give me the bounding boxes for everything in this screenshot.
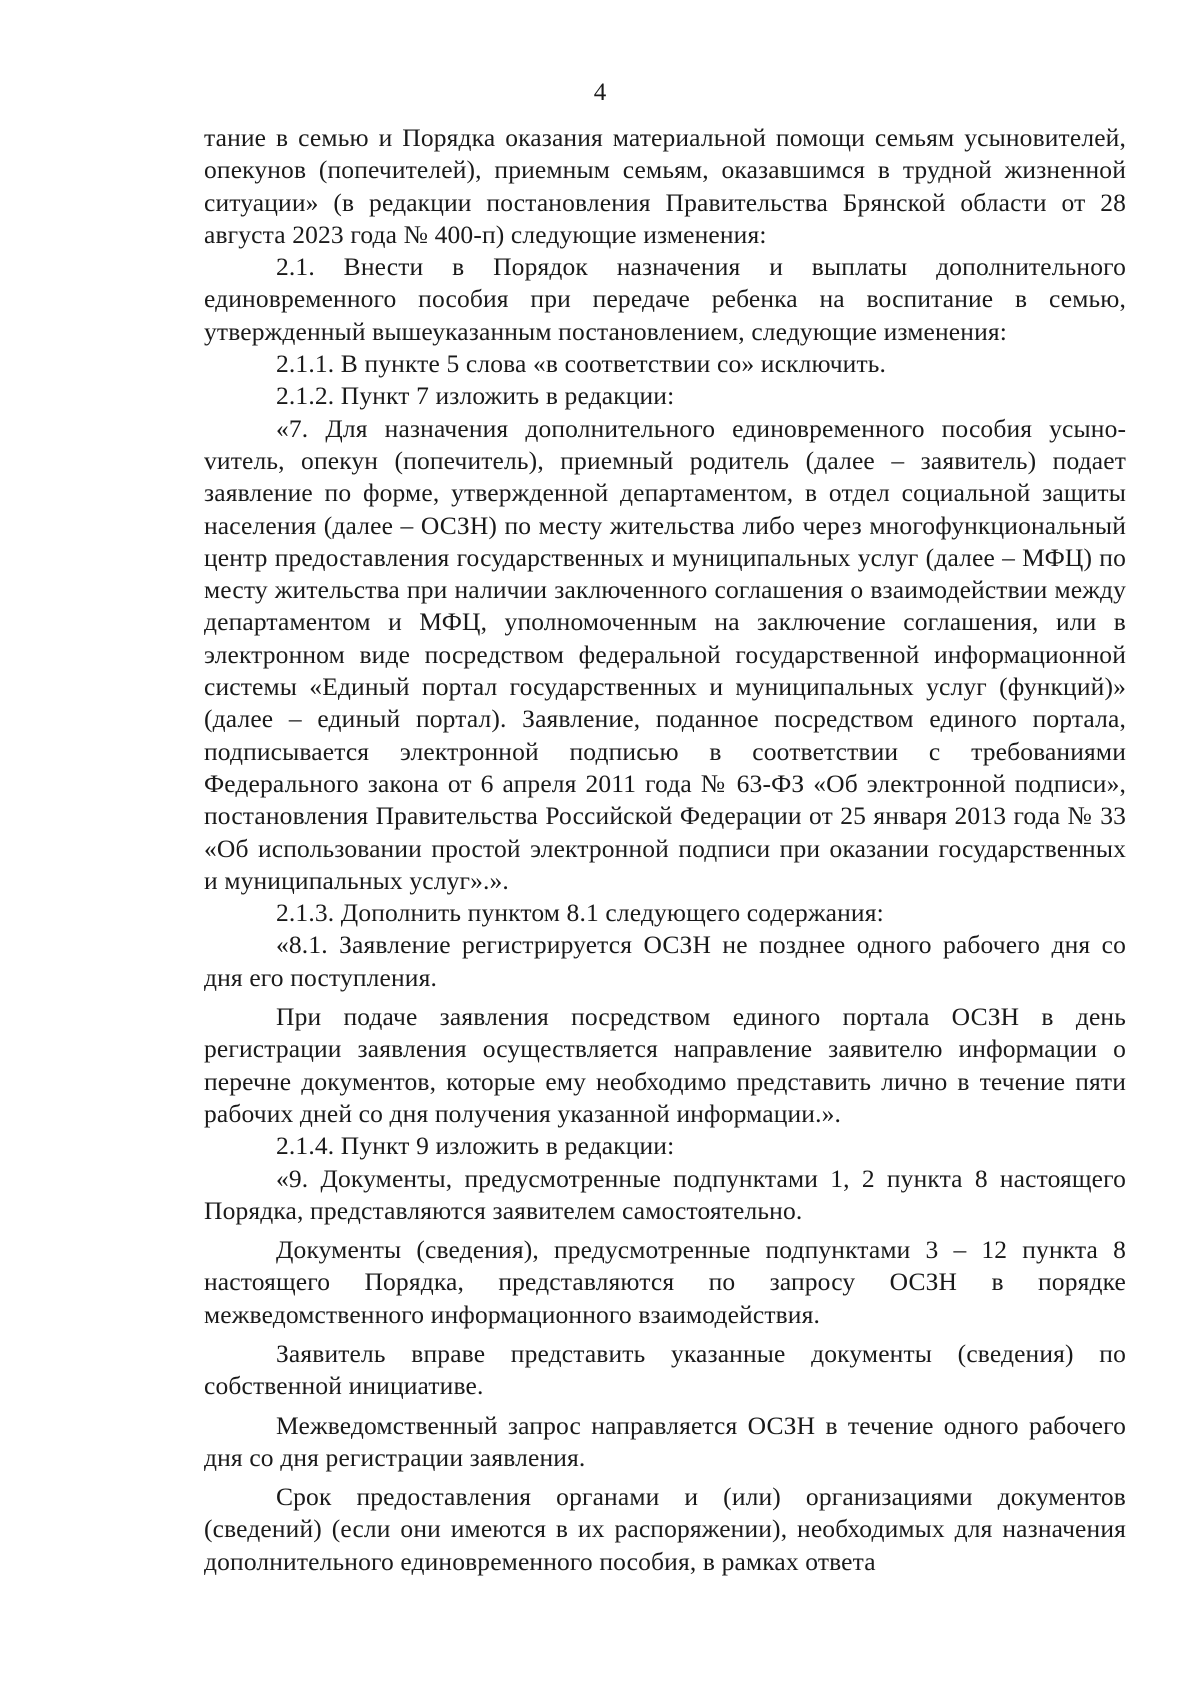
paragraph-item-8-1: «8.1. Заявление регистрируется ОСЗН не позднее одного рабочего дня со дня его поступления. — [204, 930, 1126, 992]
paragraph-2-1-2: 2.1.2. Пункт 7 изложить в редакции: — [276, 381, 675, 411]
paragraph-item-9: «9. Документы, предусмотренные подпунктами 1, 2 пункта 8 настоящего Порядка, представляются заявителем самостоятельно. — [204, 1163, 1126, 1225]
page-number: 4 — [593, 79, 607, 106]
paragraph-item-7: «7. Для назначения дополнительного единовременного пособия усыноvитель, опекун (попечитель), приемный родитель (далее – заявитель) подает заявление по форме, утвержденной департаментом, в отдел социальной защиты населения (далее – ОСЗН) по месту жительства либо через многофункциональный центр предоставления государственных и муниципальных услуг (далее – МФЦ) по месту жительства при наличии заключенного соглашения о взаимодействии между департаментом и МФЦ, уполномоченным на заключение соглашения, или в электронном виде посредством федеральной государственной информационной системы «Единый портал государственных и муниципальных услуг (функций)» (далее – единый портал). Заявление, поданное посредством единого портала, подписывается электронной подписью в соответствии с требованиями Федерального закона от 6 апреля 2011 года № 63-ФЗ «Об электронной подписи», постановления Правительства Российской Федерации от 25 января 2013 года № 33 «Об использовании простой электронной подписи при оказании государственных и муниципальных услуг».». — [204, 413, 1126, 895]
paragraph-portal-registration: При подаче заявления посредством единого портала ОСЗН в день регистрации заявления осуществляется направление заявителю информации о перечне документов, которые ему необходимо представить лично в течение пяти рабочих дней со дня получения указанной информации.». — [204, 1002, 1126, 1128]
paragraph-2-1-4: 2.1.4. Пункт 9 изложить в редакции: — [276, 1131, 675, 1161]
paragraph-interagency-documents: Документы (сведения), предусмотренные подпунктами 3 – 12 пункта 8 настоящего Порядка, представляются по запросу ОСЗН в порядке межведомственного информационного взаимодействия. — [204, 1235, 1126, 1329]
paragraph-2-1-3: 2.1.3. Дополнить пунктом 8.1 следующего содержания: — [276, 898, 884, 928]
paragraph-response-term: Срок предоставления органами и (или) организациями документов (сведений) (если они имеются в их распоряжении), необходимых для назначения дополнительного единовременного пособия, в рамках ответа — [204, 1482, 1126, 1576]
paragraph-2-1-1: 2.1.1. В пункте 5 слова «в соответствии со» исключить. — [276, 349, 887, 379]
paragraph-intro: тание в семью и Порядка оказания материальной помощи семьям усыновителей, опекунов (попечителей), приемным семьям, оказавшимся в трудной жизненной ситуации» (в редакции постановления Правительства Брянской области от 28 августа 2023 года № 400-п) следующие изменения: — [204, 123, 1126, 249]
paragraph-applicant-initiative: Заявитель вправе представить указанные документы (сведения) по собственной инициативе. — [204, 1338, 1126, 1401]
document-body — [204, 122, 1126, 1578]
paragraph-interagency-request: Межведомственный запрос направляется ОСЗН в течение одного рабочего дня со дня регистрации заявления. — [204, 1410, 1126, 1472]
paragraph-2-1: 2.1. Внести в Порядок назначения и выплаты дополнительного единовременного пособия при передаче ребенка на воспитание в семью, утвержденный вышеуказанным постановлением, следующие изменения: — [204, 252, 1126, 346]
